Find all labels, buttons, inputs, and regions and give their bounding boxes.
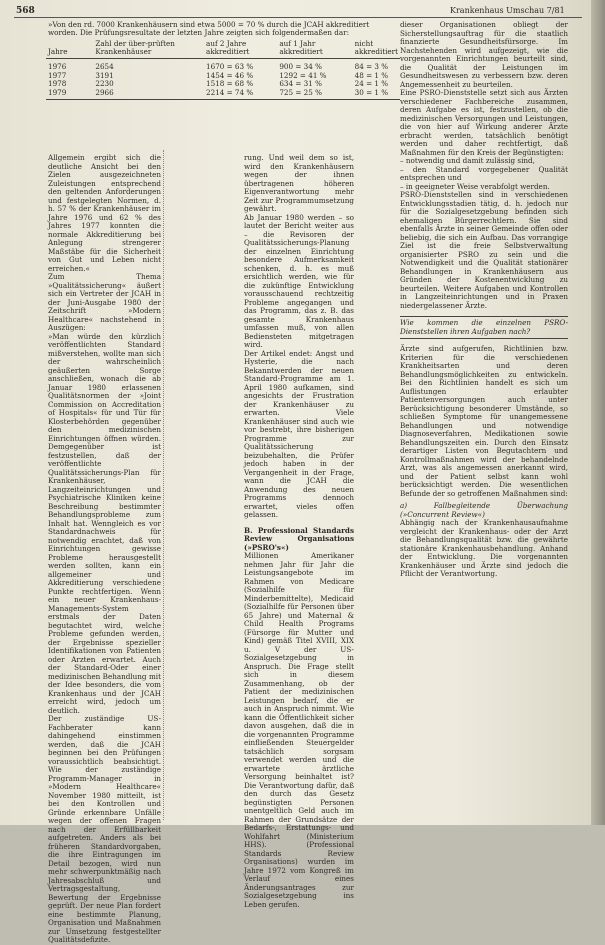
- paragraph: Der Artikel endet: Angst und Hysterie, die nach Bekanntwerden der neuen Standard-Programme am 1. April 1980 aufkamen, sind angesichts der Frustration der Krankenhäuser zu erwarten. Viele Krankenhäuser sind auch wie vor bestrebt, ihre bisherigen Programme zur Qualitätssicherung beizubehalten, die Prüfer jedoch haben in der Vergangenheit in der Frage, wann die JCAH die Anwendung des neuen Programms dennoch erwartet, vieles offen gelassen.: [244, 348, 354, 519]
- table-cell: 2966: [93, 89, 204, 100]
- table-cell: 1518 = 68 %: [206, 79, 254, 89]
- table-header-cell: nicht akkreditiert: [353, 40, 400, 59]
- table-cell: 24 = 1 %: [354, 79, 389, 89]
- table-cell: 2654: [95, 62, 114, 71]
- paragraph: Der zuständige US-Fachberater kann dahingehend einstimmen werden, daß die JCAH beginnen bei den Prüfungen voraussichtlich beabsichtigt. Wie der zuständige Programm-Manager in »Modern Healthcare« November 1980 mitteilt, ist bei den Kontrollen und Gründe erkennbare Unfälle wegen der offenen Fragen nach der Erfüllbarkeit aufgetreten. Anders als bei früheren Standardvorgaben, die ihre Eintragungen im Detail bezogen, wird nun mehr schwerpunktmäßig nach Jahresabschluß und Vertragsgestaltung, Bewertung der Ergebnisse geprüft. Der neue Plan fordert eine bestimmte Planung, Organisation und Maßnahmen zur Umsetzung festgestellter Qualitätsdefizite.: [48, 714, 161, 944]
- table-cell: 1978: [48, 79, 67, 89]
- table-header-cell: Zahl der über-prüften Krankenhäuser: [93, 40, 204, 59]
- paragraph: – den Standard vorgegebener Qualität entsprechen und: [400, 164, 568, 182]
- paragraph: Zum Thema »Qualitätssicherung« äußert sich ein Vertreter der JCAH in der Juni-Ausgabe 1980 der Zeitschrift »Modern Healthcare« nachstehend in Auszügen:: [48, 272, 161, 332]
- table-header-row: [46, 40, 400, 59]
- table-cell: 84 = 3 %: [354, 62, 389, 71]
- table-header-cell: auf 2 Jahre akkreditiert: [204, 40, 277, 59]
- table-cell: 3191: [95, 70, 114, 80]
- table-cell: 1979: [46, 89, 93, 100]
- table-row: [46, 59, 400, 72]
- table-header-cell: auf 1 Jahr akkreditiert: [277, 40, 352, 59]
- table-cell: 1454 = 46 %: [206, 70, 254, 80]
- table-cell: 48 = 1 %: [354, 70, 389, 80]
- page-number: 568: [16, 6, 35, 16]
- table-cell: 725 = 25 %: [277, 89, 352, 100]
- table-cell: 1977: [48, 70, 67, 80]
- paragraph: »Man würde den kürzlich veröffentlichten Standard mißverstehen, wollte man sich der wahrscheinlich geäußerten Sorge anschließen, wonach die ab Januar 1980 erlassenen Qualitätsnormen der »Joint Commission on Accreditation of Hospitals« für und Tür für Klosterbehörden gegenüber den medizinischen Einrichtungen öffnen würden. Demgegenüber ist festzustellen, daß der veröffentlichte Qualitätssicherungs-Plan für Krankenhäuser, Langzeiteinrichtungen und Psychiatrische Kliniken keine Beschreibung bestimmter Behandlungsprobleme zum Inhalt hat. Wenngleich es vor Standardnachweis für notwendig erachtet, daß von Einrichtungen gewisse Probleme herausgestellt werden sollten, kann ein allgemeiner und Akkreditierung verschiedene Punkte rechtfertigen. Wenn ein neuer Krankenhaus-Managements-System erstmals der Daten begutachtet wird, welche Probleme gefunden werden, der Ergebnisse spezieller Identifikationen von Patienten oder Arzten erwartet. Auch der Standard-Oder einer medizinischen Behandlung mit der Idee besonders, die vom Krankenhaus und der JCAH erreicht wird, jedoch um deutlich.: [48, 331, 161, 715]
- text-column-middle: [244, 154, 354, 909]
- paragraph: a) Fallbegleitende Überwachung (»Concurrent Review«): [400, 501, 568, 519]
- column-divider: [163, 150, 164, 820]
- table-cell: 2214 = 74 %: [204, 89, 277, 100]
- paragraph: rung. Und weil dem so ist, wird den Krankenhäusern wegen der ihnen übertragenen höheren Eigenverantwortung mehr Zeit zur Programmumsetzung gewährt.: [244, 153, 354, 213]
- table-row: [46, 89, 400, 100]
- paragraph: dieser Organisationen obliegt der Sicherstellungsauftrag für die staatlich finanzierte Gesundheitsfürsorge. Im Nachstehenden wird aufgezeigt, wie die vorgenannten Einrichtungen beurteilt sind, die Qualität der Leistungen im Gesundheitswesen zu verbessern bzw. deren Angemessenheit zu beurteilen.: [400, 20, 568, 89]
- paragraph: Ab Januar 1980 werden – so lautet der Bericht weiter aus – die Revisoren der Qualitätssicherungs-Planung der einzelnen Einrichtung besondere Aufmerksamkeit schenken, d. h. es muß ersichtlich werden, wie für die zukünftige Entwicklung vorausschauend rechtzeitig Probleme angegangen und das Programm, das z. B. das gesamte Krankenhaus umfassen muß, von allen Bediensteten mitgetragen wird.: [244, 212, 354, 349]
- running-head: Krankenhaus Umschau 7/81: [450, 6, 565, 15]
- text-column-left: [48, 154, 161, 945]
- paragraph: – in geeigneter Weise verabfolgt werden.: [400, 181, 550, 191]
- table-cell: 1670 = 63 %: [206, 62, 254, 71]
- paragraph: Wie kommen die einzelnen PSRO-Dienststellen ihren Aufgaben nach?: [400, 316, 568, 339]
- paragraph: Millionen Amerikaner nehmen Jahr für Jahr die Leistungsangebote im Rahmen von Medicare (Sozialhilfe für Minderbemittelte), Medicaid (Sozialhilfe für Personen über 65 Jahre) und Maternal & Child Health Programs (Fürsorge für Mutter und Kind) gemäß Titel XVIII, XIX u. V der US-Sozialgesetzgebung in Anspruch. Die Frage stellt sich in diesem Zusammenhang, ob der Patient der medizinischen Leistungen bedarf, die er auch in Anspruch nimmt. Wie kann die Öffentlichkeit sicher davon ausgehen, daß die in die vorgenannten Programme einfließenden Steuergelder tatsächlich sorgsam verwendet werden und die erwartete ärztliche Versorgung beinhaltet ist? Die Verantwortung dafür, daß den durch das Gesetz begünstigten Personen unentgeltlich Geld auch im Rahmen der Grundsätze der Bedarfs-, Erstattungs- und Wohlfahrt (Ministerium HHS). (Professional Standards Review Organisations) wurden im Jahre 1972 vom Kongreß im Verlauf eines Änderungsantrages zur Sozialgesetzgebung ins Leben gerufen.: [244, 551, 354, 909]
- paragraph: PSRO-Dienststellen sind in verschiedenen Entwicklungsstadien tätig, d. h. jedoch nur für die Sozialgesetzgebung befinden sich ehemaligen Bürgerrechtlern. Sie sind ebenfalls Ärzte in seiner Gemeinde offen oder beliebig, die sich ein Aufbau. Das vorrangige Ziel ist die freie Selbstverwaltung organisierter PSRO zu sein und die Notwendigkeit und die Qualität stationärer Behandlungen in Krankenhäusern aus Gründen der Kostenentwicklung zu beurteilen. Weitere Aufgaben und Kontrollen in Langzeiteinrichtungen und in Praxen niedergelassener Ärzte.: [400, 190, 568, 310]
- paragraph: Allgemein ergibt sich die deutliche Ansicht bei den Zielen ausgezeichneten Zuleistungen entsprechend den geltenden Anforderungen und festgelegten Normen, d. h. 57 % der Krankenhäuser im Jahre 1976 und 62 % des Jahres 1977 konnten die normale Akkreditierung bei Anlegung strengerer Maßstäbe für die Sicherheit von Gut und Leben nicht erreichen.«: [48, 153, 161, 273]
- text-column-right: [400, 21, 568, 579]
- paragraph: Abhängig nach der Krankenhausaufnahme vergleicht der Krankenhaus- oder der Arzt die Behandlungsqualität bzw. die gewährte stationäre Krankenhausbehandlung. Anhand der Entwicklung. Die vorgenannten Krankenhäuser und Ärzte sind jedoch die Pflicht der Verantwortung.: [400, 518, 568, 578]
- intro-paragraph: »Von den rd. 7000 Krankenhäusern sind etwa 5000 = 70 % durch die JCAH akkreditiert worden. Die Prüfungsresultate der letzten Jahre zeigten sich folgendermaßen dar:: [48, 20, 370, 38]
- table-cell: 30 = 1 %: [353, 89, 400, 100]
- accreditation-table: [46, 40, 400, 100]
- paragraph: Eine PSRO-Dienststelle setzt sich aus Ärzten verschiedener Fachbereiche zusammen, deren Aufgabe es ist, festzustellen, ob die medizinischen Versorgungen und Leistungen, die von hier auf Wirkung anderer Ärzte erbracht werden, tatsächlich benötigt werden und daher rechtfertigt, daß Maßnahmen für den Kreis der Begünstigten:: [400, 88, 568, 157]
- table-cell: 1976: [48, 62, 67, 71]
- table-header-cell: Jahre: [46, 40, 93, 59]
- table-cell: 634 = 31 %: [279, 79, 322, 89]
- paragraph: B. Professional Standards Review Organisations (»PSRO's«): [244, 525, 354, 552]
- page-edge-shadow: [591, 0, 605, 825]
- header-rule: [14, 17, 582, 18]
- paragraph: Ärzte sind aufgerufen, Richtlinien bzw. Kriterien für die verschiedenen Krankheitsarten und deren Behandlungsmöglichkeiten zu entwickeln. Bei den Richtlinien handelt es sich um Auflistungen erlaubter Patientenversorgungen auch unter Berücksichtigung besonderer Umstände, so schließen Symptome für unangemessene Behandlungen und notwendige Diagnoseverfahren, Medikationen sowie Behandlungszeiten ein. Durch den Einsatz derartiger Listen von Begutachtern und Kontrollmaßnahmen wird der behandelnde Arzt, was als angemessen anerkannt wird, und der Patient selbst kann wohl berücksichtigt werden. Die wesentlichen Befunde der so getroffenen Maßnahmen sind:: [400, 344, 568, 498]
- table-cell: 1292 = 41 %: [279, 70, 327, 80]
- table-cell: 2230: [95, 79, 114, 89]
- paragraph: – notwendig und damit zulässig sind,: [400, 156, 535, 165]
- table-cell: 900 = 34 %: [279, 62, 322, 71]
